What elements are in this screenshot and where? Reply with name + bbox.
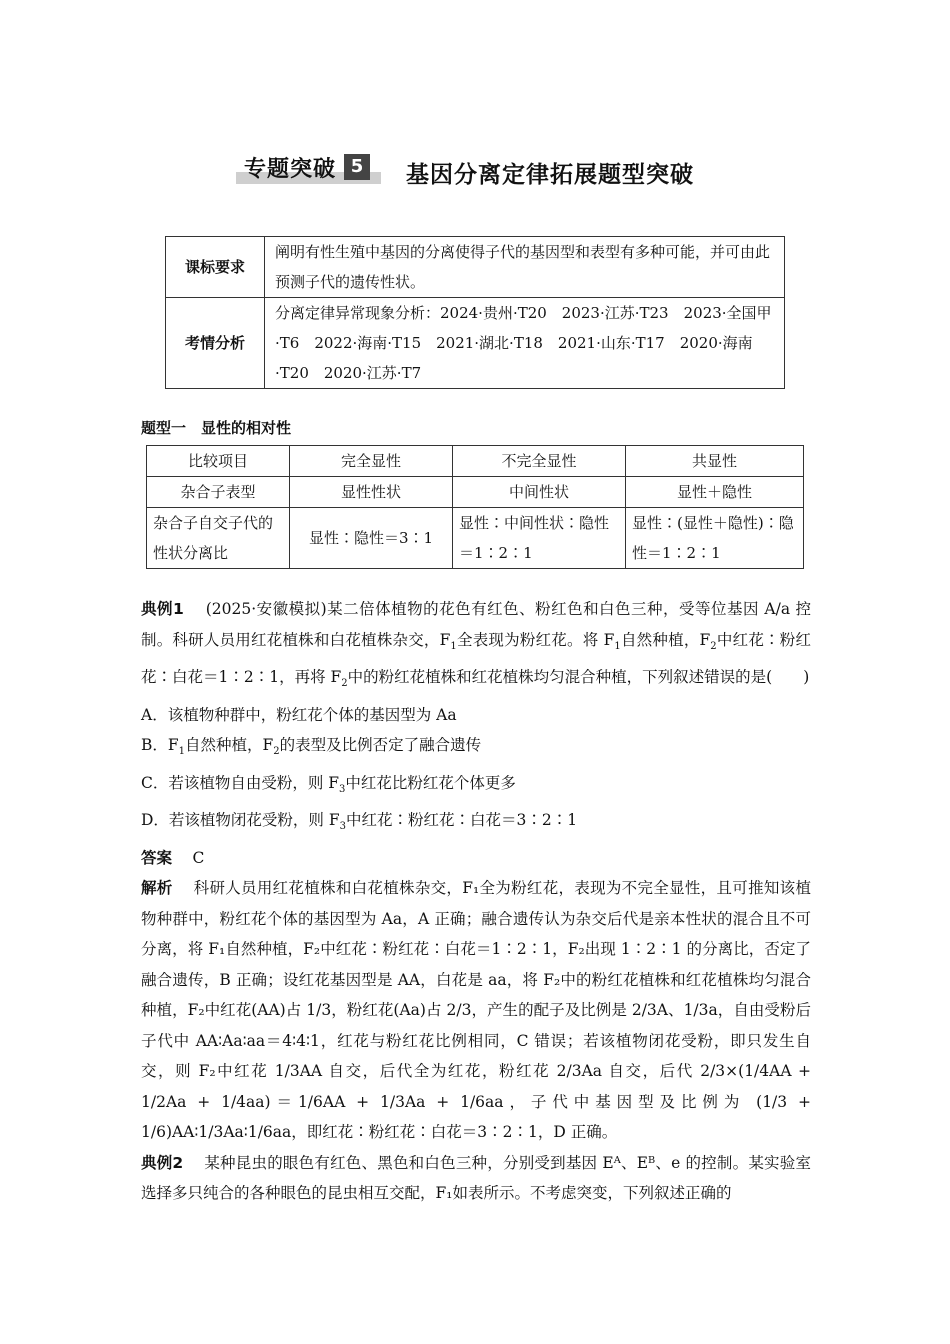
header-cell: 完全显性: [290, 446, 453, 477]
analysis-head: 考情分析: [166, 298, 265, 389]
example2-label: 典例2: [141, 1153, 184, 1172]
analysis-label: 解析: [141, 879, 173, 898]
analysis-content: 分离定律异常现象分析：2024·贵州·T20 2023·江苏·T23 2023·全国甲·T6 2022·海南·T15 2021·湖北·T18 2021·山东·T17 2020·海南·T20 2020·江苏·T7: [265, 298, 785, 389]
body-text: [141, 594, 811, 1209]
table-cell: 显性＋隐性: [626, 477, 804, 508]
header-cell: 不完全显性: [453, 446, 626, 477]
option-a: A．该植物种群中，粉红花个体的基因型为 Aa: [141, 705, 457, 724]
table-cell: 杂合子自交子代的性状分离比: [147, 508, 290, 569]
example1-label: 典例1: [141, 600, 184, 618]
option-b: B．$F_1$自然种植，$F_2$的表型及比例否定了融合遗传: [141, 736, 482, 758]
table-row: [166, 298, 785, 389]
answer-label: 答案: [141, 848, 173, 867]
requirements-table: [165, 236, 785, 389]
table-cell: 杂合子表型: [147, 477, 290, 508]
table-row: [147, 508, 804, 569]
example1-source: (2025·安徽模拟): [205, 600, 327, 618]
comparison-table: [146, 445, 804, 569]
table-cell: 显性性状: [290, 477, 453, 508]
table-cell: 显性∶(显性＋隐性)∶隐性＝1∶2∶1: [626, 508, 804, 569]
header-cell: 比较项目: [147, 446, 290, 477]
example1-stem: 典例1 (2025·安徽模拟)某二倍体植物的花色有红色、粉红色和白色三种，受等位基因 A/a 控制。科研人员用红花植株和白花植株杂交，$F_1$全表现为粉红花。将 $F_1$自然种植，$F_2$中红花∶粉红花∶白花＝1∶2∶1，再将 $F_2$中的粉红花植株和红花植株均匀混合种植，下列叙述错误的是( ): [141, 600, 812, 690]
table-cell: 显性∶隐性＝3∶1: [290, 508, 453, 569]
topic-badge: [236, 152, 370, 182]
example2-stem: 典例2 某种昆虫的眼色有红色、黑色和白色三种，分别受到基因 Eᴬ、Eᴮ、e 的控制。某实验室选择多只纯合的各种眼色的昆虫相互交配，F₁如表所示。不考虑突变，下列叙述正确的: [141, 1153, 811, 1203]
badge-text: 专题突破: [244, 156, 337, 182]
table-cell: 显性∶中间性状∶隐性＝1∶2∶1: [453, 508, 626, 569]
table-row: [166, 237, 785, 298]
answer-line: [141, 843, 811, 874]
option-c: C．若该植物自由受粉，则 $F_3$中红花比粉红花个体更多: [141, 773, 516, 795]
section-title: 题型一 显性的相对性: [141, 419, 292, 437]
analysis-text: 解析 科研人员用红花植株和白花植株杂交，F₁全为粉红花，表现为不完全显性，且可推知该植物种群中，粉红花个体的基因型为 Aa，A 正确；融合遗传认为杂交后代是亲本性状的混合且不可分离，将 F₁自然种植，F₂中红花∶粉红花∶白花＝1∶2∶1，F₂出现 1∶2∶1 的分离比，否定了融合遗传，B 正确；设红花基因型是 AA，白花是 aa，将 F₂中的粉红花植株和红花植株均匀混合种植，F₂中红花(AA)占 1/3，粉红花(Aa)占 2/3，产生的配子及比例是 2/3A、1/3a，自由受粉后子代中 AA∶Aa∶aa＝4∶4∶1，红花与粉红花比例相同，C 错误；若该植物闭花受粉，即只发生自交，则 F₂中红花 1/3AA 自交，后代全为红花，粉红花 2/3Aa 自交，后代 2/3×(1/4AA + 1/2Aa + 1/4aa)＝1/6AA + 1/3Aa + 1/6aa，子代中基因型及比例为 (1/3 + 1/6)AA∶1/3Aa∶1/6aa，即红花∶粉红花∶白花＝3∶2∶1，D 正确。: [141, 879, 811, 1142]
requirement-head: 课标要求: [166, 237, 265, 298]
answer-value: C: [192, 848, 205, 867]
option-d: D．若该植物闭花受粉，则 $F_3$中红花∶粉红花∶白花＝3∶2∶1: [141, 811, 578, 833]
table-row: [147, 477, 804, 508]
table-cell: 中间性状: [453, 477, 626, 508]
header-cell: 共显性: [626, 446, 804, 477]
title-row: [0, 150, 950, 190]
requirement-content: 阐明有性生殖中基因的分离使得子代的基因型和表型有多种可能，并可由此预测子代的遗传性状。: [265, 237, 785, 298]
page-title: 基因分离定律拓展题型突破: [406, 162, 694, 188]
badge-number: 5: [344, 154, 370, 180]
table-header-row: [147, 446, 804, 477]
